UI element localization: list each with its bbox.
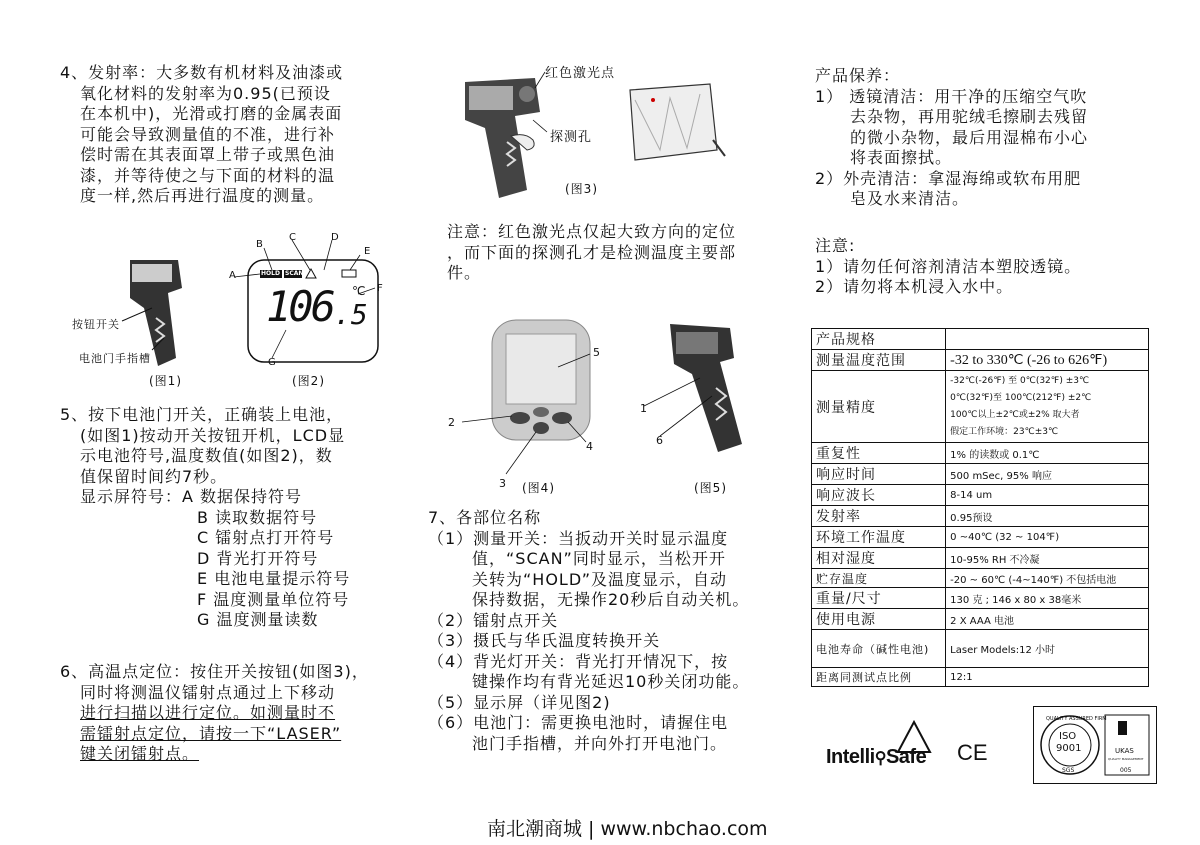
spec-key: 使用电源	[812, 609, 946, 630]
part-item: 键操作均有背光延迟10秒关闭功能。	[472, 672, 750, 691]
table-row	[812, 630, 1149, 668]
fig5-number-1: 1	[640, 402, 647, 415]
display-symbol-item: D 背光打开符号	[197, 548, 319, 568]
table-row	[812, 443, 1149, 464]
spec-value: -32℃(-26℉) 至 0℃(32℉) ±3℃ 0℃(32℉)至 100℃(212℉) ±2℃ 100℃以上±2℃或±2% 取大者 假定工作环境：23℃±3℃	[946, 371, 1149, 443]
text-line: 5、按下电池门开关，正确装上电池，	[60, 405, 344, 424]
spec-key: 发射率	[812, 506, 946, 527]
spec-table	[811, 328, 1149, 687]
spec-value: 1% 的读数或 0.1℃	[946, 443, 1149, 464]
text-line: 1）请勿任何溶剂清洁本塑胶透镜。	[815, 256, 1082, 276]
iso-text: ISO	[1059, 731, 1077, 742]
iso-ring-text: QUALITY ASSURED FIRM	[1046, 716, 1107, 722]
section-hot-spot	[60, 662, 410, 765]
part-item: 保持数据，无操作20秒后自动关机。	[472, 590, 750, 609]
table-row	[812, 506, 1149, 527]
text-line: ，而下面的探测孔才是检测温度主要部	[447, 242, 737, 262]
footer-watermark: 南北潮商城 | www.nbchao.com	[487, 818, 768, 840]
fig5-number-6: 6	[656, 434, 663, 447]
care-title: 产品保养：	[815, 66, 901, 85]
figure-5-caption: (图5)	[694, 481, 727, 495]
part-item: （5）显示屏（详见图2)	[428, 692, 611, 712]
text-line: 皂及水来清洁。	[850, 189, 970, 208]
figure-4-caption: (图4)	[522, 481, 555, 495]
ukas-number: 005	[1120, 767, 1132, 774]
table-row	[812, 350, 1149, 371]
fig2-letter-d: D	[331, 232, 339, 243]
spec-value: 2 X AAA 电池	[946, 609, 1149, 630]
spec-key: 测量精度	[812, 371, 946, 443]
fig2-letter-f: F	[377, 283, 383, 294]
text-line: 去杂物，再用驼绒毛擦刷去残留	[850, 107, 1089, 126]
fig4-number-5: 5	[593, 346, 600, 359]
part-item: （2）镭射点开关	[428, 610, 559, 630]
fig4-number-4: 4	[586, 440, 593, 453]
fig2-scan-indicator: SCAN	[285, 270, 304, 277]
table-row	[812, 527, 1149, 548]
figure-2-caption: (图2)	[292, 374, 325, 388]
laser-note	[447, 222, 797, 284]
text-line: 在本机中)，光滑或打磨的金属表面	[80, 104, 343, 123]
fig2-letter-g: G	[268, 357, 276, 368]
text-line: 6、高温点定位：按住开关按钮(如图3)，	[60, 662, 369, 681]
spec-key: 测量温度范围	[812, 350, 946, 371]
spec-key: 环境工作温度	[812, 527, 946, 548]
spec-value: 0.95预设	[946, 506, 1149, 527]
text-line: 将表面擦拭。	[850, 148, 953, 167]
front-panel-diagram	[440, 312, 620, 492]
part-item: （1）测量开关：当扳动开关时显示温度	[428, 528, 729, 548]
display-symbol-item: F 温度测量单位符号	[197, 589, 350, 609]
fig2-unit: ℃	[352, 284, 366, 298]
table-row	[812, 668, 1149, 687]
part-item: 关转为“HOLD”及温度显示，自动	[472, 569, 728, 589]
text-line: 进行扫描以进行定位。如测量时不	[80, 703, 336, 722]
text-line: 值保留时间约7秒。	[80, 466, 228, 486]
spec-value: -32 to 330℃ (-26 to 626℉)	[946, 350, 1149, 371]
display-symbol-item: C 镭射点打开符号	[197, 528, 335, 547]
part-item: （6）电池门：需更换电池时，请握住电	[428, 713, 729, 732]
fig2-letter-e: E	[364, 246, 371, 257]
ukas-text: UKAS	[1115, 747, 1134, 755]
text-line: 度一样,然后再进行温度的测量。	[80, 186, 325, 205]
text-line: 件。	[447, 263, 482, 282]
spec-value: 130 克 ; 146 x 80 x 38毫米	[946, 588, 1149, 609]
fig4-number-3: 3	[499, 477, 506, 490]
text-line: 的微小杂物，最后用湿棉布小心	[850, 127, 1089, 147]
spec-value: 500 mSec, 95% 响应	[946, 464, 1149, 485]
text-line: 4、发射率：大多数有机材料及油漆或	[60, 63, 344, 82]
table-row	[812, 485, 1149, 506]
fig2-letter-c: C	[289, 232, 296, 243]
spec-empty	[946, 329, 1149, 350]
text-line: 需镭射点定位，请按一下“LASER”	[80, 723, 342, 743]
table-row	[812, 548, 1149, 569]
spec-key: 响应波长	[812, 485, 946, 506]
spec-key: 距离同测试点比例	[812, 668, 946, 687]
section-power-on	[60, 405, 405, 631]
table-row	[812, 588, 1149, 609]
text-line: 同时将测温仪镭射点通过上下移动	[80, 682, 336, 702]
spec-value: -20 ~ 60℃ (-4~140℉) 不包括电池	[946, 569, 1149, 588]
intellisafe-text: Intelli⚲Safe	[826, 746, 927, 768]
table-row	[812, 609, 1149, 630]
spec-key: 响应时间	[812, 464, 946, 485]
ce-mark: CE	[957, 740, 988, 765]
spec-value: 0 ~40℃ (32 ~ 104℉)	[946, 527, 1149, 548]
spec-key: 重复性	[812, 443, 946, 464]
certification-logo	[1033, 706, 1157, 784]
fig2-letter-a: A	[229, 270, 236, 281]
ukas-sub-text: QUALITY MANAGEMENT	[1108, 757, 1144, 761]
text-line: 1） 透镜清洁：用干净的压缩空气吹	[815, 86, 1088, 106]
figure-4	[440, 312, 620, 492]
text-line: 可能会导致测量值的不准，进行补	[80, 124, 336, 144]
product-care	[815, 66, 1155, 210]
iso-number: 9001	[1056, 743, 1082, 754]
figure-1-caption: (图1)	[149, 374, 182, 388]
intellisafe-logo	[826, 718, 936, 774]
spec-value: 10-95% RH 不冷凝	[946, 548, 1149, 569]
spec-value: Laser Models:12 小时	[946, 630, 1149, 668]
notice-title: 注意:	[815, 236, 856, 255]
part-item: 值，“SCAN”同时显示，当松开开	[472, 549, 726, 568]
text-line: 键关闭镭射点。	[80, 744, 200, 763]
figure-5	[630, 318, 770, 468]
part-item: 池门手指槽，并向外打开电池门。	[472, 733, 728, 753]
label-battery-door: 电池门手指槽	[79, 352, 151, 365]
display-symbol-item: G 温度测量读数	[197, 610, 319, 629]
section-part-names	[428, 508, 798, 754]
display-symbols-title: 显示屏符号：A 数据保持符号	[80, 487, 303, 506]
text-line: 注意：红色激光点仅起大致方向的定位	[447, 222, 737, 241]
notice	[815, 236, 1155, 298]
label-button-switch: 按钮开关	[72, 318, 120, 331]
label-red-laser-dot: 红色激光点	[545, 66, 616, 81]
text-line: 漆，并等待使之与下面的材料的温	[80, 165, 336, 185]
table-row	[812, 569, 1149, 588]
fig2-reading-decimal: .5	[334, 298, 368, 331]
part-item: （3）摄氏与华氏温度转换开关	[428, 631, 661, 650]
section-title: 7、各部位名称	[428, 508, 542, 527]
spec-key: 贮存温度	[812, 569, 946, 588]
spec-value: 8-14 um	[946, 485, 1149, 506]
fig2-reading: 106	[266, 282, 333, 331]
text-line: 偿时需在其表面罩上带子或黑色油	[80, 145, 336, 164]
text-line: 2）请勿将本机浸入水中。	[815, 277, 1014, 296]
text-line: 示电池符号,温度数值(如图2)，数	[80, 446, 333, 465]
figure-3-caption: (图3)	[565, 182, 598, 196]
spec-title: 产品规格	[812, 329, 946, 350]
text-line: 2）外壳清洁：拿湿海绵或软布用肥	[815, 168, 1082, 188]
text-line: (如图1)按动开关按钮开机，LCD显	[80, 425, 346, 445]
table-row	[812, 371, 1149, 443]
table-row	[812, 464, 1149, 485]
sgs-text: SGS	[1062, 767, 1075, 774]
display-symbol-item: B 读取数据符号	[197, 507, 318, 527]
side-view-diagram	[630, 318, 770, 468]
spec-key: 电池寿命（碱性电池)	[812, 630, 946, 668]
spec-value: 12:1	[946, 668, 1149, 687]
thermometer-scan-illustration	[455, 60, 755, 210]
display-symbol-item: E 电池电量提示符号	[197, 569, 351, 588]
table-row	[812, 329, 1149, 350]
fig4-number-2: 2	[448, 416, 455, 429]
fig2-hold-indicator: HOLD	[261, 270, 280, 277]
label-probe-hole: 探测孔	[550, 130, 593, 145]
section-emissivity	[60, 63, 400, 207]
figure-3	[455, 60, 755, 210]
fig2-letter-b: B	[256, 239, 263, 250]
spec-key: 重量/尺寸	[812, 588, 946, 609]
text-line: 氧化材料的发射率为0.95(已预设	[80, 83, 331, 103]
part-item: （4）背光灯开关：背光打开情况下，按	[428, 651, 729, 671]
spec-key: 相对湿度	[812, 548, 946, 569]
